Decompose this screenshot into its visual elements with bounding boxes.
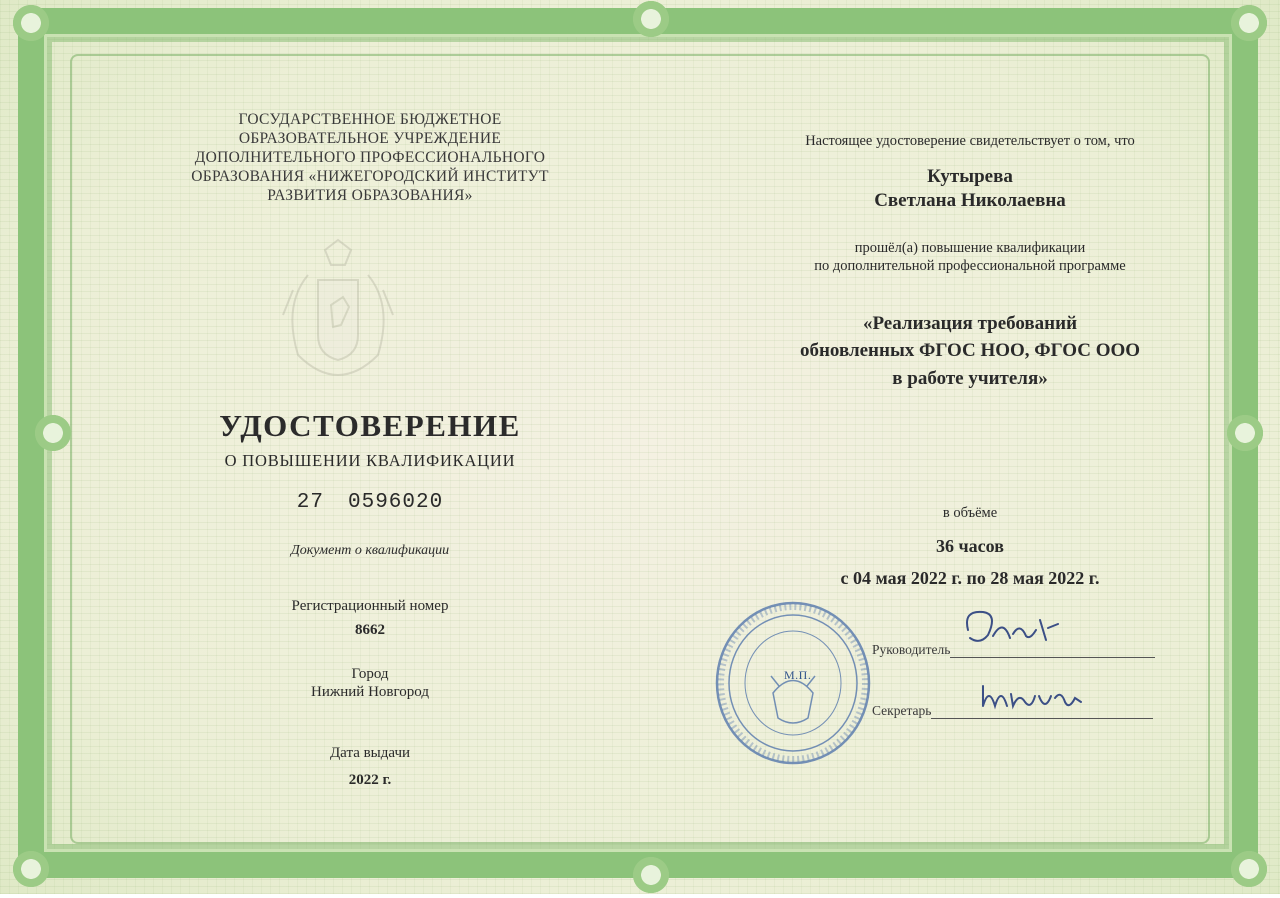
- issuer-line: РАЗВИТИЯ ОБРАЗОВАНИЯ»: [267, 187, 473, 204]
- program-statement: по дополнительной профессиональной программе: [814, 258, 1126, 274]
- certificate-subtitle: О ПОВЫШЕНИИ КВАЛИФИКАЦИИ: [224, 451, 516, 470]
- edge-rosette-icon: [1222, 410, 1268, 456]
- study-period: с 04 мая 2022 г. по 28 мая 2022 г.: [840, 568, 1100, 588]
- city-label: Город: [351, 666, 389, 682]
- issuing-organization: [170, 110, 570, 205]
- issue-date: 2022 г.: [348, 772, 392, 788]
- certificate-title: УДОСТОВЕРЕНИЕ: [219, 408, 521, 443]
- round-seal-stamp-icon: [713, 598, 873, 768]
- completion-statement: прошёл(а) повышение квалификации: [854, 240, 1086, 256]
- corner-rosette-icon: [1226, 846, 1272, 892]
- edge-rosette-icon: [30, 410, 76, 456]
- head-signature-icon: [958, 600, 1088, 655]
- corner-rosette-icon: [8, 846, 54, 892]
- city-value: Нижний Новгород: [311, 684, 429, 700]
- hours-value: 36 часов: [936, 536, 1004, 556]
- document-type: Документ о квалификации: [290, 543, 450, 558]
- holder-given-names: Светлана Николаевна: [874, 190, 1066, 211]
- registration-label: Регистрационный номер: [291, 598, 449, 614]
- volume-label: в объёме: [942, 505, 998, 521]
- secretary-label: Секретарь: [872, 703, 932, 718]
- holder-surname: Кутырева: [927, 166, 1013, 187]
- certification-intro: Настоящее удостоверение свидетельствует о том, что: [805, 133, 1135, 149]
- coat-of-arms-emblem-icon: [263, 235, 413, 385]
- certificate-series: 27: [296, 491, 324, 514]
- edge-rosette-icon: [628, 852, 674, 898]
- stamp-mark: М.П.: [784, 668, 812, 682]
- registration-number: 8662: [355, 622, 385, 638]
- issuer-line: ДОПОЛНИТЕЛЬНОГО ПРОФЕССИОНАЛЬНОГО: [194, 149, 546, 166]
- certificate-number: [170, 491, 570, 514]
- issuer-line: ОБРАЗОВАТЕЛЬНОЕ УЧРЕЖДЕНИЕ: [238, 130, 502, 147]
- program-title-line: обновленных ФГОС НОО, ФГОС ООО: [799, 340, 1141, 361]
- program-title-line: в работе учителя»: [892, 368, 1048, 389]
- corner-rosette-icon: [1226, 0, 1272, 46]
- certificate-serial: 0596020: [348, 491, 444, 514]
- issuer-line: ГОСУДАРСТВЕННОЕ БЮДЖЕТНОЕ: [238, 111, 502, 128]
- program-title-line: «Реализация требований: [862, 313, 1078, 334]
- issuer-line: ОБРАЗОВАНИЯ «НИЖЕГОРОДСКИЙ ИНСТИТУТ: [191, 168, 549, 185]
- issue-date-label: Дата выдачи: [329, 745, 411, 761]
- corner-rosette-icon: [8, 0, 54, 46]
- secretary-signature-icon: [975, 672, 1095, 717]
- head-label: Руководитель: [872, 642, 951, 657]
